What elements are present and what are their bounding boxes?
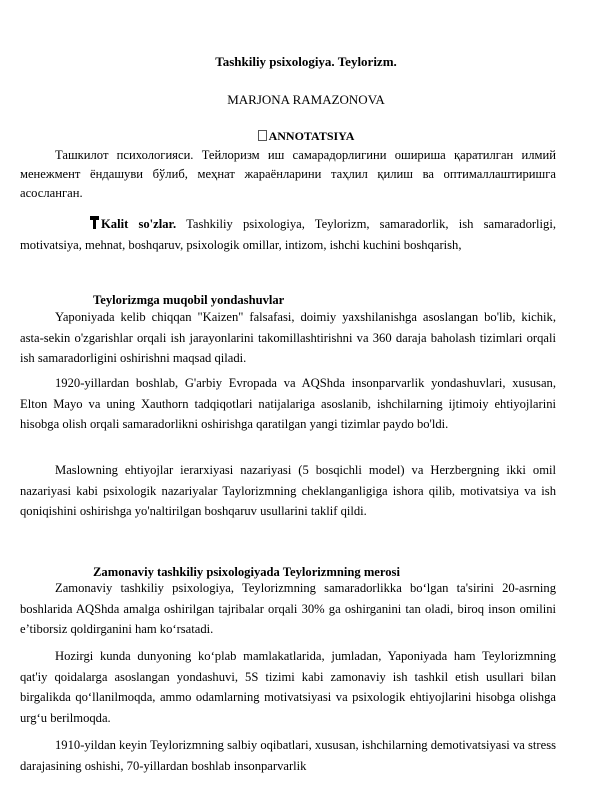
- section-heading-alternatives: Teylorizmga muqobil yondashuvlar: [93, 293, 285, 307]
- annotation-heading: [0, 128, 612, 144]
- paragraph-humanistic: 1920-yillardan boshlab, G'arbiy Evropada va AQShda insonparvarlik yondashuvlari, xususan, Elton Mayo va uning Xauthorn tadqiqotlari natijalariga asoslanib, ishchilarning ijtimoiy ehtiyojlarini hisobga olish orqali samaradorlikni oshirishga qaratilgan yangi tizimlar paydo bo'ldi.: [20, 376, 556, 431]
- paragraph-today: Hozirgi kunda dunyoning ko‘plab mamlakatlarida, jumladan, Yaponiyada ham Teylorizmning qat'iy qoidalarga asoslangan yondashuvi, 5S tizimi kabi zamonaviy ish tashkil etish usullari bilan birgalikda qo‘llanilmoqda, ammo odamlarning motivatsiyasi va psixologik ehtiyojlarini hisobga olishga urg‘u berilmoqda.: [20, 649, 556, 725]
- paragraph-kaizen: Yaponiyada kelib chiqqan "Kaizen" falsafasi, doimiy yaxshilanishga asoslangan bo'lib, kichik, asta-sekin o'zgarishlar orqali ish jarayonlarini takomillashtirishni va 360 daraja baholash tizimlari orqali ish samaradorligini oshirishni maqsad qiladi.: [20, 310, 556, 365]
- paragraph-modern-psychology: Zamonaviy tashkiliy psixologiya, Teylorizmning samaradorlikka bo‘lgan ta'sirini 20-asrning boshlarida AQShda amalga oshirilgan tajribalar orqali 30% ga oshirganini tan oladi, biroq inson omilini e’tiborsiz qoldirganini ham ko‘rsatadi.: [20, 581, 556, 636]
- keywords-paragraph: [20, 214, 556, 255]
- section-heading-legacy: Zamonaviy tashkiliy psixologiyada Teylorizmning merosi: [93, 565, 400, 579]
- annotation-heading-text: ANNOTATSIYA: [268, 129, 355, 143]
- pin-icon: [90, 216, 99, 229]
- author-name: MARJONA RAMAZONOVA: [227, 92, 385, 107]
- document-title: Tashkiliy psixologiya. Teylorizm.: [215, 54, 397, 69]
- annotation-text: Ташкилот психологияси. Тейлоризм иш самарадорлигини ошириша қаратилган илмий менежмент ёндашуви бўлиб, меҳнат жараёнларини таҳлил қилиш ва оптималлаштиришга асосланган.: [20, 148, 556, 200]
- paragraph-negative-effects: 1910-yildan keyin Teylorizmning salbiy oqibatlari, xususan, ishchilarning demotivatsiyasi va stress darajasining oshishi, 70-yillardan boshlab insonparvarlik: [20, 738, 556, 773]
- keywords-label: Kalit so'zlar.: [101, 217, 177, 231]
- keywords-text: Tashkiliy psixologiya, Teylorizm, samaradorlik, ish samaradorligi, motivatsiya, mehnat, boshqaruv, psixologik omillar, intizom, ishchi kuchini boshqarish,: [20, 217, 557, 252]
- paragraph-maslow: Maslowning ehtiyojlar ierarxiyasi nazariyasi (5 bosqichli model) va Herzbergning ikki omil nazariyasi kabi psixologik nazariyalar Taylorizmning cheklanganligiga ishora qilib, motivatsiya va ish qoniqishini oshirishga yo'naltirilgan boshqaruv usullarini taklif qildi.: [20, 463, 556, 518]
- checkbox-glyph-icon: [258, 130, 267, 141]
